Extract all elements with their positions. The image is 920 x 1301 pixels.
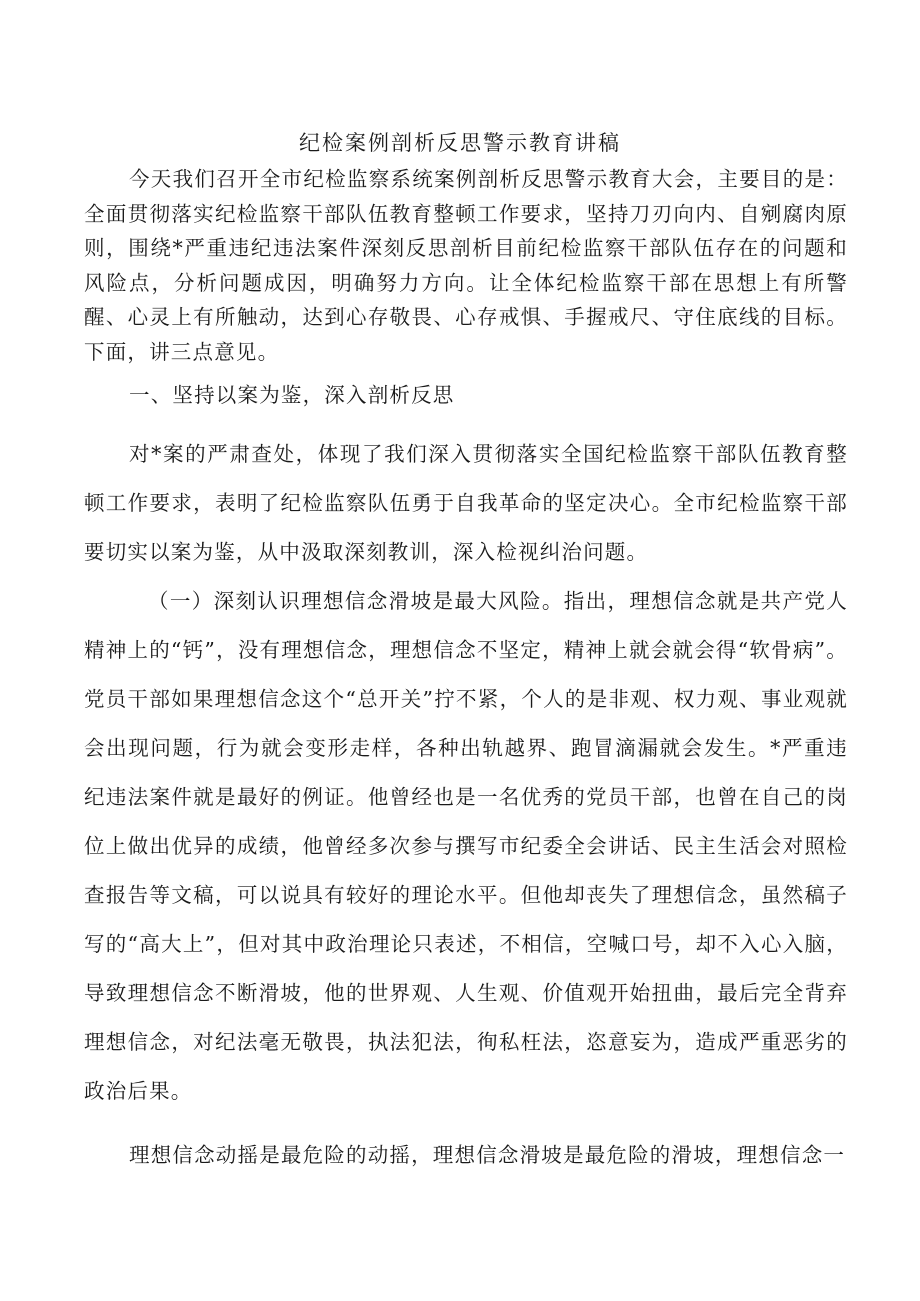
document-title: 纪检案例剖析反思警示教育讲稿 [299, 131, 621, 155]
continuation-paragraph: 理想信念动摇是最危险的动摇，理想信念滑坡是最危险的滑坡，理想信念一 [129, 1143, 846, 1167]
section-heading-1: 一、坚持以案为鉴，深入剖析反思 [129, 383, 455, 407]
intro-paragraph: 今天我们召开全市纪检监察系统案例剖析反思警示教育大会，主要目的是：全面贯彻落实纪检监察干部队伍教育整顿工作要求，坚持刀刃向内、自剜腐肉原则，围绕*严重违纪违法案件深刻反思剖析目前纪检监察干部队伍存在的问题和风险点，分析问题成因，明确努力方向。让全体纪检监察干部在思想上有所警醒、心灵上有所触动，达到心存敬畏、心存戒惧、手握戒尺、守住底线的目标。下面，讲三点意见。 [84, 167, 848, 364]
section-1-paragraph: 对*案的严肃查处，体现了我们深入贯彻落实全国纪检监察干部队伍教育整顿工作要求，表明了纪检监察队伍勇于自我革命的坚定决心。全市纪检监察干部要切实以案为鉴，从中汲取深刻教训，深入检视纠治问题。 [84, 442, 848, 564]
subsection-1-paragraph: （一）深刻认识理想信念滑坡是最大风险。指出，理想信念就是共产党人精神上的“钙”，没有理想信念，理想信念不坚定，精神上就会就会得“软骨病”。党员干部如果理想信念这个“总开关”拧不紧，个人的是非观、权力观、事业观就会出现问题，行为就会变形走样，各种出轨越界、跑冒滴漏就会发生。*严重违纪违法案件就是最好的例证。他曾经也是一名优秀的党员干部，也曾在自己的岗位上做出优异的成绩，他曾经多次参与撰写市纪委全会讲话、民主生活会对照检查报告等文稿，可以说具有较好的理论水平。但他却丧失了理想信念，虽然稿子写的“高大上”，但对其中政治理论只表述，不相信，空喊口号，却不入心入脑，导致理想信念不断滑坡，他的世界观、人生观、价值观开始扭曲，最后完全背弃理想信念，对纪法毫无敬畏，执法犯法，徇私枉法，恣意妄为，造成严重恶劣的政治后果。 [84, 589, 848, 1103]
